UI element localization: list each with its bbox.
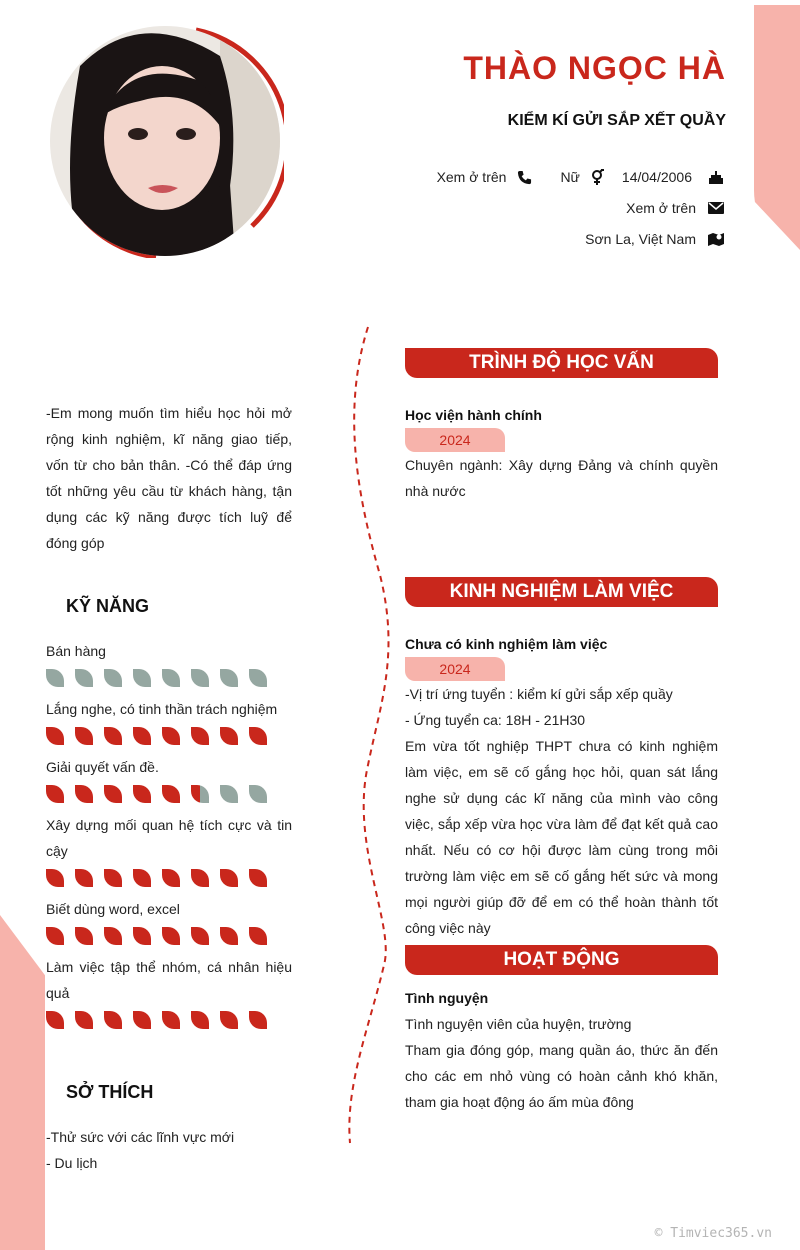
rating-leaf-icon xyxy=(162,1011,180,1029)
rating-leaf-icon xyxy=(220,927,238,945)
skill-label: Biết dùng word, excel xyxy=(46,901,180,917)
email-value: Xem ở trên xyxy=(626,200,696,216)
hobbies-title: SỞ THÍCH xyxy=(66,1082,154,1102)
skill-rating xyxy=(46,869,278,887)
avatar-photo xyxy=(50,26,280,256)
rating-leaf-icon xyxy=(104,669,122,687)
rating-leaf-icon xyxy=(133,869,151,887)
rating-leaf-icon xyxy=(191,1011,209,1029)
avatar xyxy=(46,26,284,258)
rating-leaf-icon xyxy=(46,727,64,745)
rating-leaf-icon xyxy=(46,869,64,887)
rating-leaf-icon xyxy=(220,669,238,687)
rating-leaf-icon xyxy=(162,927,180,945)
skill-label: Lắng nghe, có tinh thần trách nghiệm xyxy=(46,701,278,717)
rating-leaf-icon xyxy=(75,927,93,945)
candidate-name: THÀO NGỌC HÀ xyxy=(463,50,726,86)
gender-value: Nữ xyxy=(560,169,580,185)
job-title: KIỂM KÍ GỬI SẮP XẾT QUẦY xyxy=(507,112,726,129)
rating-leaf-icon xyxy=(75,727,93,745)
rating-leaf-icon xyxy=(162,869,180,887)
rating-leaf-icon xyxy=(75,785,93,803)
phone-icon xyxy=(514,168,534,186)
rating-leaf-icon xyxy=(46,1011,64,1029)
education-title: TRÌNH ĐỘ HỌC VẤN xyxy=(405,348,718,378)
experience-title: KINH NGHIỆM LÀM VIỆC xyxy=(405,577,718,607)
rating-leaf-icon xyxy=(249,927,267,945)
career-summary: -Em mong muốn tìm hiểu học hỏi mở rộng kinh nghiệm, kĩ năng giao tiếp, vốn từ cho bản thân. -Có thể đáp ứng tốt những yêu cầu từ khách hàng, tận dụng các kỹ năng được tích luỹ để đóng góp xyxy=(46,405,292,551)
skill-rating xyxy=(46,785,278,803)
skill-rating xyxy=(46,727,278,745)
rating-leaf-icon xyxy=(220,869,238,887)
activities-title: HOẠT ĐỘNG xyxy=(405,945,718,975)
experience-shift: - Ứng tuyển ca: 18H - 21H30 xyxy=(405,712,586,728)
experience-position: -Vị trí ứng tuyển : kiểm kí gửi sắp xếp quầy xyxy=(405,686,673,702)
gender-icon xyxy=(588,168,608,186)
education-major: Chuyên ngành: Xây dựng Đảng và chính quyền nhà nước xyxy=(405,457,718,499)
rating-leaf-icon xyxy=(133,927,151,945)
rating-leaf-icon xyxy=(75,869,93,887)
rating-leaf-icon xyxy=(249,669,267,687)
skill-label: Làm việc tập thể nhóm, cá nhân hiệu quả xyxy=(46,959,292,1001)
footer-watermark: © Timviec365.vn xyxy=(654,1226,772,1241)
rating-leaf-icon xyxy=(249,869,267,887)
phone-item xyxy=(437,168,535,186)
rating-leaf-icon xyxy=(191,927,209,945)
contact-row-2 xyxy=(626,199,726,217)
rating-leaf-icon xyxy=(104,927,122,945)
rating-leaf-icon xyxy=(133,669,151,687)
section-divider xyxy=(340,325,400,1145)
rating-leaf-icon xyxy=(220,727,238,745)
hobby-item: - Du lịch xyxy=(46,1155,98,1171)
rating-leaf-icon xyxy=(75,669,93,687)
rating-leaf-icon xyxy=(46,785,64,803)
map-icon xyxy=(706,230,726,248)
skill-rating xyxy=(46,1011,278,1029)
birthday-icon xyxy=(706,168,726,186)
activity-role: Tình nguyện viên của huyện, trường xyxy=(405,1016,632,1032)
rating-leaf-icon xyxy=(191,669,209,687)
rating-leaf-icon xyxy=(75,1011,93,1029)
skill-rating xyxy=(46,927,278,945)
rating-leaf-icon xyxy=(133,1011,151,1029)
rating-leaf-icon xyxy=(133,785,151,803)
rating-leaf-icon xyxy=(191,727,209,745)
activity-description: Tham gia đóng góp, mang quần áo, thức ăn đến cho các em nhỏ vùng có hoàn cảnh khó khăn, tham gia hoạt động áo ấm mùa đông xyxy=(405,1042,718,1110)
rating-leaf-icon xyxy=(104,1011,122,1029)
email-icon xyxy=(706,199,726,217)
corner-decoration-bottom xyxy=(0,915,45,1250)
rating-leaf-icon xyxy=(46,927,64,945)
phone-value: Xem ở trên xyxy=(436,169,507,185)
rating-leaf-icon xyxy=(104,785,122,803)
rating-leaf-icon xyxy=(104,869,122,887)
rating-leaf-icon xyxy=(104,727,122,745)
education-year: 2024 xyxy=(405,428,505,452)
corner-decoration-top xyxy=(754,5,800,250)
gender-item xyxy=(560,168,607,186)
skills-title: KỸ NĂNG xyxy=(66,596,150,616)
birthday-value: 14/04/2006 xyxy=(621,169,692,185)
contact-row-1 xyxy=(437,168,726,186)
skill-rating xyxy=(46,669,278,687)
hobby-item: -Thử sức với các lĩnh vực mới xyxy=(46,1129,235,1145)
rating-leaf-icon xyxy=(220,785,238,803)
experience-description: Em vừa tốt nghiệp THPT chưa có kinh nghiệm làm việc, em sẽ cố gắng học hỏi, quan sát lắng nghe sử dụng các kĩ năng của mình vào công việc, sắp xếp vừa học vừa làm để đạt kết quả cao nhất. Nếu có cơ hội được làm cùng trong môi trường làm việc em sẽ cố gắng hết sức và mong mọi người giúp đỡ để em có thể hoàn thành tốt công việc này xyxy=(405,738,718,936)
skill-label: Xây dựng mối quan hệ tích cực và tin cậy xyxy=(46,817,292,859)
rating-leaf-icon xyxy=(191,785,209,803)
skill-label: Giải quyết vấn đề. xyxy=(46,759,159,775)
rating-leaf-icon xyxy=(162,669,180,687)
contact-row-3 xyxy=(585,230,726,248)
birthday-item xyxy=(622,168,726,186)
address-value: Sơn La, Việt Nam xyxy=(585,231,696,247)
rating-leaf-icon xyxy=(162,727,180,745)
rating-leaf-icon xyxy=(249,785,267,803)
rating-leaf-icon xyxy=(220,1011,238,1029)
rating-leaf-icon xyxy=(249,1011,267,1029)
rating-leaf-icon xyxy=(191,869,209,887)
rating-leaf-icon xyxy=(46,669,64,687)
activity-org: Tình nguyện xyxy=(405,990,489,1006)
experience-company: Chưa có kinh nghiệm làm việc xyxy=(405,636,608,652)
experience-year: 2024 xyxy=(405,657,505,681)
rating-leaf-icon xyxy=(162,785,180,803)
rating-leaf-icon xyxy=(249,727,267,745)
education-school: Học viện hành chính xyxy=(405,407,542,423)
rating-leaf-icon xyxy=(133,727,151,745)
skill-label: Bán hàng xyxy=(46,643,106,659)
